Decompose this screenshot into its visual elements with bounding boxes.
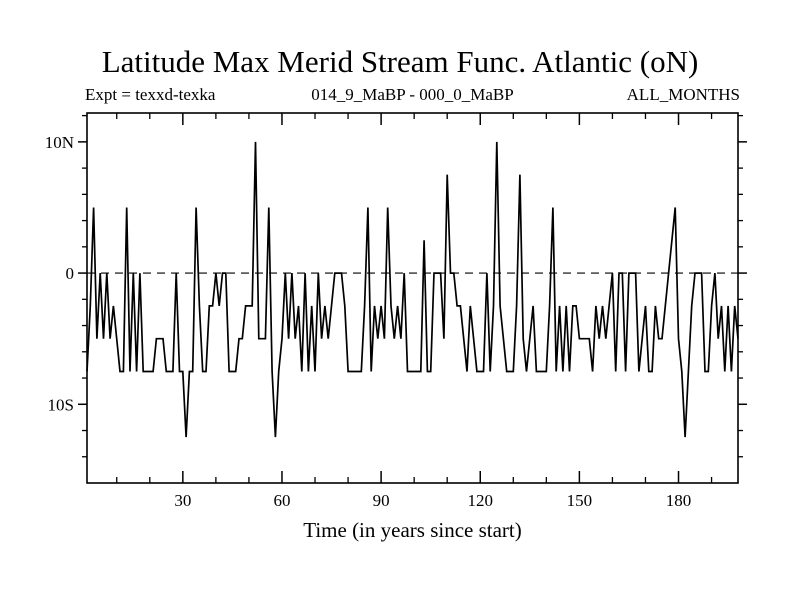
period-label: 014_9_MaBP - 000_0_MaBP	[311, 85, 514, 104]
months-label: ALL_MONTHS	[626, 85, 740, 104]
plot-border	[87, 113, 738, 483]
x-axis-title: Time (in years since start)	[303, 518, 522, 542]
x-tick-label: 150	[566, 491, 593, 510]
y-tick-label: 10N	[44, 132, 74, 152]
x-tick-label: 120	[467, 491, 493, 510]
y-tick-label: 10S	[47, 395, 74, 415]
y-tick-label: 0	[65, 264, 74, 284]
chart-title: Latitude Max Merid Stream Func. Atlantic (oN)	[101, 44, 699, 79]
experiment-label: Expt = texxd-texka	[85, 85, 216, 104]
data-series-line	[87, 142, 738, 437]
x-tick-label: 30	[174, 491, 192, 510]
x-tick-label: 60	[273, 491, 291, 510]
x-tick-label: 180	[665, 491, 692, 510]
x-tick-label: 90	[372, 491, 390, 510]
